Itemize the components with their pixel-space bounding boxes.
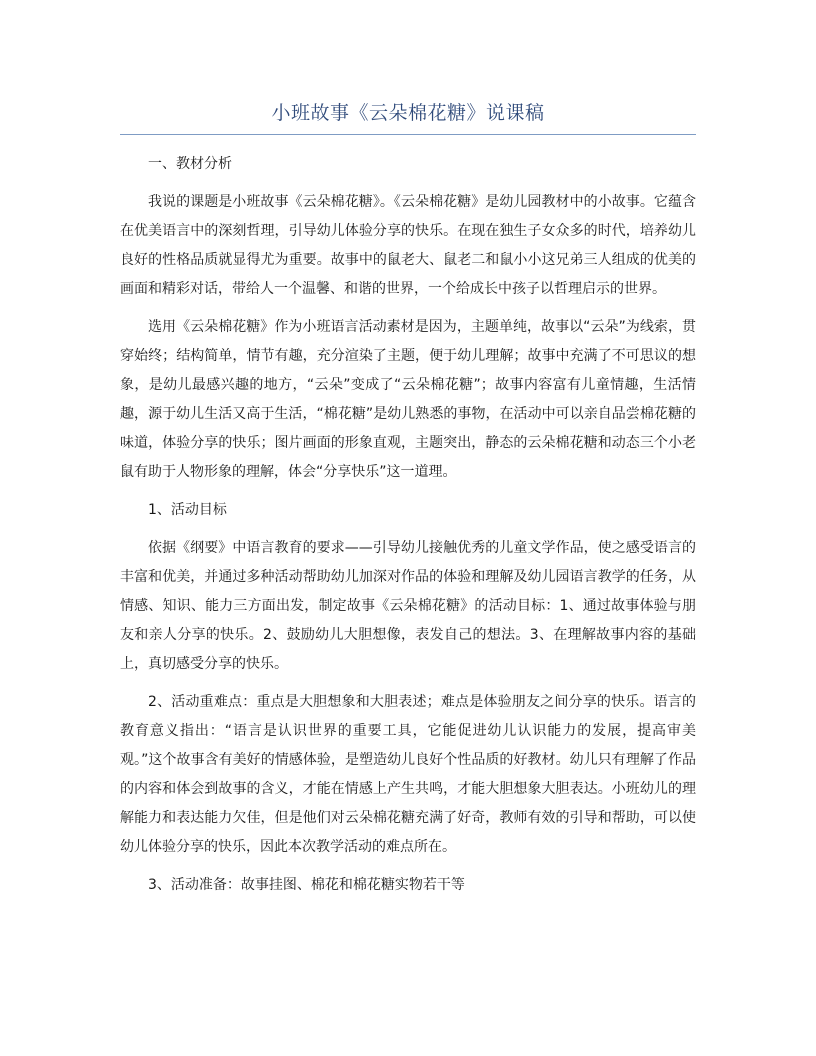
paragraph-preparation: 3、活动准备：故事挂图、棉花和棉花糖实物若干等: [148, 877, 465, 893]
document-body: [120, 150, 696, 909]
paragraph-intro: 我说的课题是小班故事《云朵棉花糖》。《云朵棉花糖》是幼儿园教材中的小故事。它蕴含在优美语言中的深刻哲理，引导幼儿体验分享的快乐。在现在独生子女众多的时代，培养幼儿良好的性格品质就显得尤为重要。故事中的鼠老大、鼠老二和鼠小小这兄弟三人组成的优美的画面和精彩对话，带给人一个温馨、和谐的世界，一个给成长中孩子以哲理启示的世界。: [120, 194, 696, 297]
paragraph-key-points: 2、活动重难点：重点是大胆想象和大胆表述；难点是体验朋友之间分享的快乐。语言的教育意义指出：“语言是认识世界的重要工具，它能促进幼儿认识能力的发展，提高审美观。”这个故事含有美好的情感体验，是塑造幼儿良好个性品质的好教材。幼儿只有理解了作品的内容和体会到故事的含义，才能在情感上产生共鸣，才能大胆想象大胆表达。小班幼儿的理解能力和表达能力欠佳，但是他们对云朵棉花糖充满了好奇，教师有效的引导和帮助，可以使幼儿体验分享的快乐，因此本次教学活动的难点所在。: [120, 694, 696, 855]
title-divider: [120, 134, 696, 135]
paragraph-reason: 选用《云朵棉花糖》作为小班语言活动素材是因为，主题单纯，故事以“云朵”为线索，贯穿始终；结构简单，情节有趣，充分渲染了主题，便于幼儿理解；故事中充满了不可思议的想象，是幼儿最感兴趣的地方，“云朵”变成了“云朵棉花糖”；故事内容富有儿童情趣，生活情趣，源于幼儿生活又高于生活，“棉花糖”是幼儿熟悉的事物，在活动中可以亲自品尝棉花糖的味道，体验分享的快乐；图片画面的形象直观，主题突出，静态的云朵棉花糖和动态三个小老鼠有助于人物形象的理解，体会“分享快乐”这一道理。: [120, 319, 696, 480]
paragraph-goals: 依据《纲要》中语言教育的要求——引导幼儿接触优秀的儿童文学作品，使之感受语言的丰富和优美，并通过多种活动帮助幼儿加深对作品的体验和理解及幼儿园语言教学的任务，从情感、知识、能力三方面出发，制定故事《云朵棉花糖》的活动目标：1、通过故事体验与朋友和亲人分享的快乐。2、鼓励幼儿大胆想像，表发自己的想法。3、在理解故事内容的基础上，真切感受分享的快乐。: [120, 540, 696, 672]
document-title: 小班故事《云朵棉花糖》说课稿: [271, 102, 545, 124]
section-heading-materials: 一、教材分析: [148, 156, 232, 172]
section-heading-goals: 1、活动目标: [148, 502, 227, 518]
